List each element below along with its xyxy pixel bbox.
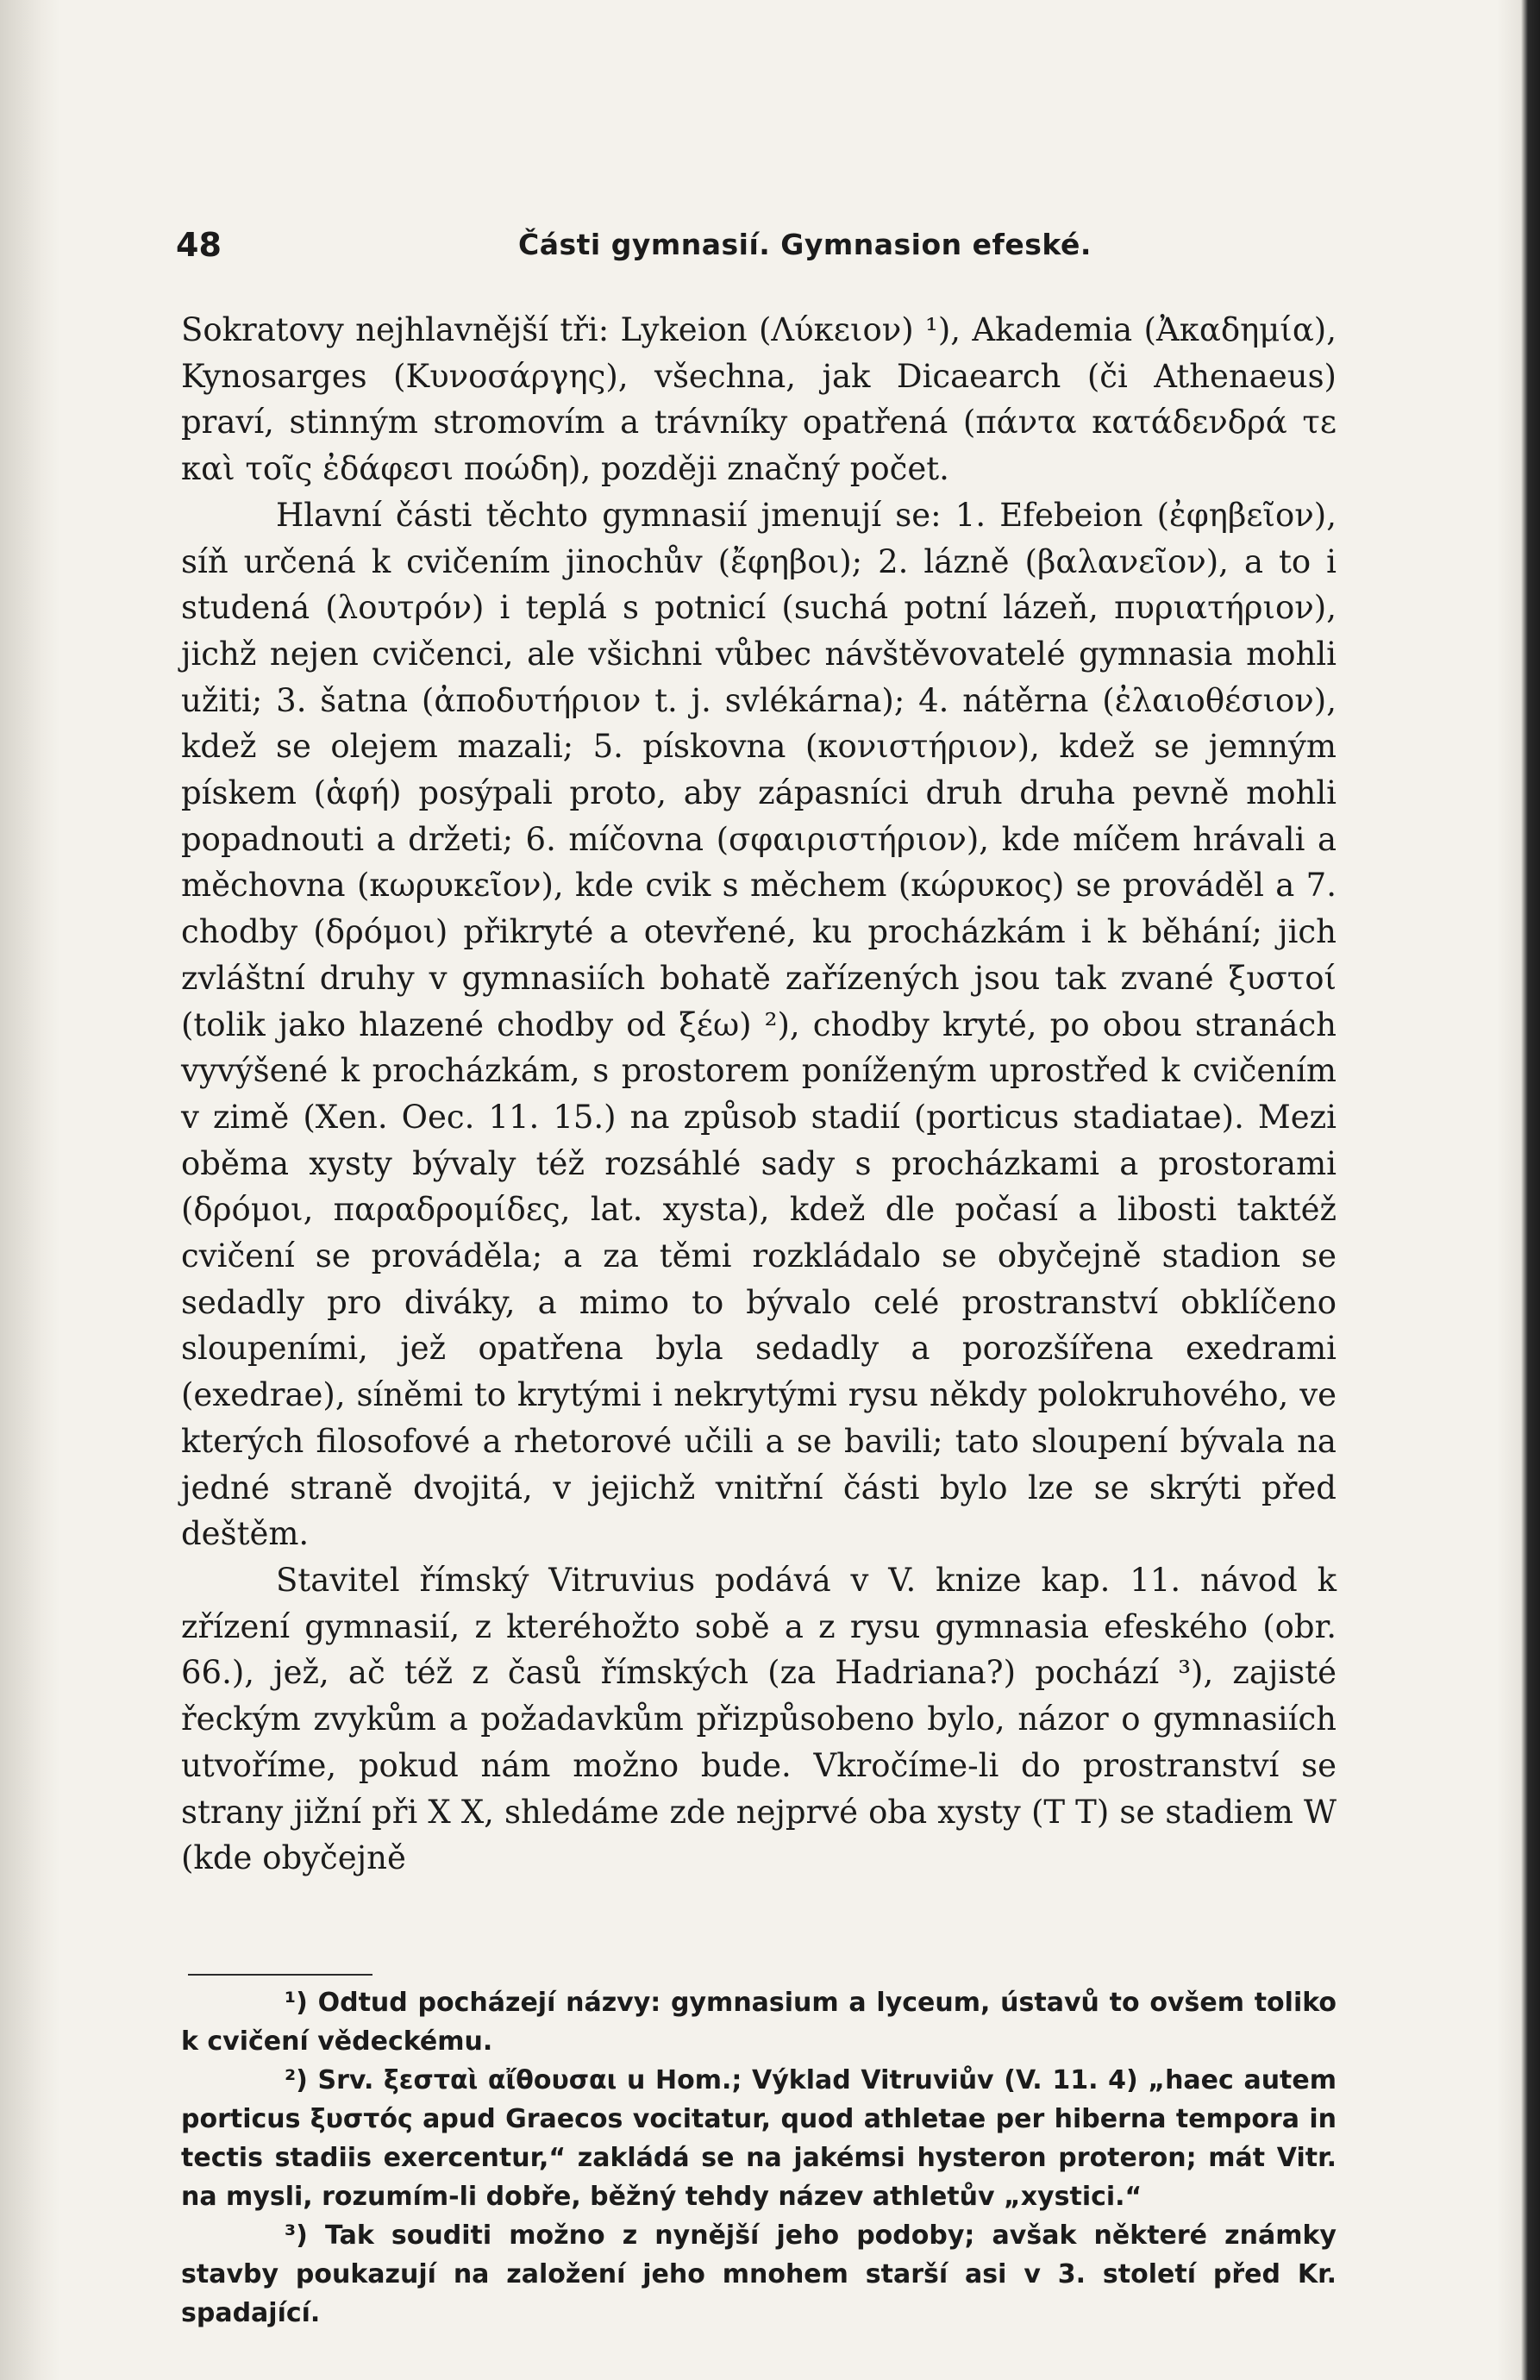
footnote-divider [188, 1974, 372, 1976]
paragraph-vitruvius: Stavitel římský Vitruvius podává v V. knize kap. 11. návod k zřízení gymnasií, z kteréhožto sobě a z rysu gymnasia efeského (obr. 66.), jež, ač též z časů římských (za Hadriana?) pochází ³), zajisté řeckým zvykům a požadavkům přizpůsobeno bylo, názor o gymnasiích utvoříme, pokud nám možno bude. Vkročíme-li do prostranství se strany jižní při X X, shledáme zde nejprvé oba xysty (T T) se stadiem W (kde obyčejně [181, 1561, 1337, 1877]
page-header [176, 226, 1331, 278]
footnote-3: ³) Tak souditi možno z nynější jeho podoby; avšak některé známky stavby poukazují na založení jeho mnohem starší asi v 3. století před Kr. spadající. [181, 2220, 1337, 2328]
footnote-2: ²) Srv. ξεσταὶ αἴθουσαι u Hom.; Výklad Vitruviův (V. 11. 4) „haec autem porticus ξυστός apud Graecos vocitatur, quod athletae per hiberna tempora in tectis stadiis exercentur,“ zakládá se na jakémsi hysteron proteron; mát Vitr. na mysli, rozumím-li dobře, běžný tehdy název athletův „xystici.“ [181, 2065, 1337, 2212]
page-number: 48 [176, 226, 222, 264]
footnotes [181, 1983, 1337, 2333]
scan-right-edge-border [1497, 0, 1540, 2380]
body-text [181, 307, 1337, 1882]
footnote-1: ¹) Odtud pocházejí názvy: gymnasium a lyceum, ústavů to ovšem toliko k cvičení vědeckému. [181, 1988, 1337, 2057]
running-head: Části gymnasií. Gymnasion efeské. [518, 228, 1092, 261]
paragraph-continuation: Sokratovy nejhlavnější tři: Lykeion (Λύκειον) ¹), Akademia (Ἀκαδημία), Kynosarges (Κυνοσάργης), všechna, jak Dicaearch (či Athenaeus) praví, stinným stromovím a trávníky opatřená (πάντα κατάδενδρά τε καὶ τοῖς ἐδάφεσι ποώδη), později značný počet. [181, 311, 1337, 488]
paragraph-gymnasium-parts: Hlavní části těchto gymnasií jmenují se: 1. Efebeion (ἐφηβεῖον), síň určená k cvičením jinochův (ἔφηβοι); 2. lázně (βαλανεῖον), a to i studená (λουτρόν) i teplá s potnicí (suchá potní lázeň, πυριατήριον), jichž nejen cvičenci, ale všichni vůbec návštěvovatelé gymnasia mohli užiti; 3. šatna (ἀποδυτήριον t. j. svlékárna); 4. nátěrna (ἐλαιοθέσιον), kdež se olejem mazali; 5. pískovna (κονιστήριον), kdež se jemným pískem (ἁφή) posýpali proto, aby zápasníci druh druha pevně mohli popadnouti a držeti; 6. míčovna (σφαιριστήριον), kde míčem hrávali a měchovna (κωρυκεῖον), kde cvik s měchem (κώρυκος) se prováděl a 7. chodby (δρόμοι) přikryté a otevřené, ku procházkám i k běhání; jich zvláštní druhy v gymnasiích bohatě zařízených jsou tak zvané ξυστοί (tolik jako hlazené chodby od ξέω) ²), chodby kryté, po obou stranách vyvýšené k procházkám, s prostorem poníženým uprostřed k cvičením v zimě (Xen. Oec. 11. 15.) na způsob stadií (porticus stadiatae). Mezi oběma xysty bývaly též rozsáhlé sady s procházkami a prostorami (δρόμοι, παραδρομίδες, lat. xysta), kdež dle počasí a libosti taktéž cvičení se prováděla; a za těmi rozkládalo se obyčejně stadion se sedadly pro diváky, a mimo to bývalo celé prostranství obklíčeno sloupeními, jež opatřena byla sedadly a porozšířena exedrami (exedrae), síněmi to krytými i nekrytými rysu někdy polokruhového, ve kterých filosofové a rhetorové učili a se bavili; tato sloupení bývala na jedné straně dvojitá, v jejichž vnitřní části bylo lze se skrýti před deštěm. [181, 496, 1337, 1553]
scan-left-edge-shadow [0, 0, 60, 2380]
